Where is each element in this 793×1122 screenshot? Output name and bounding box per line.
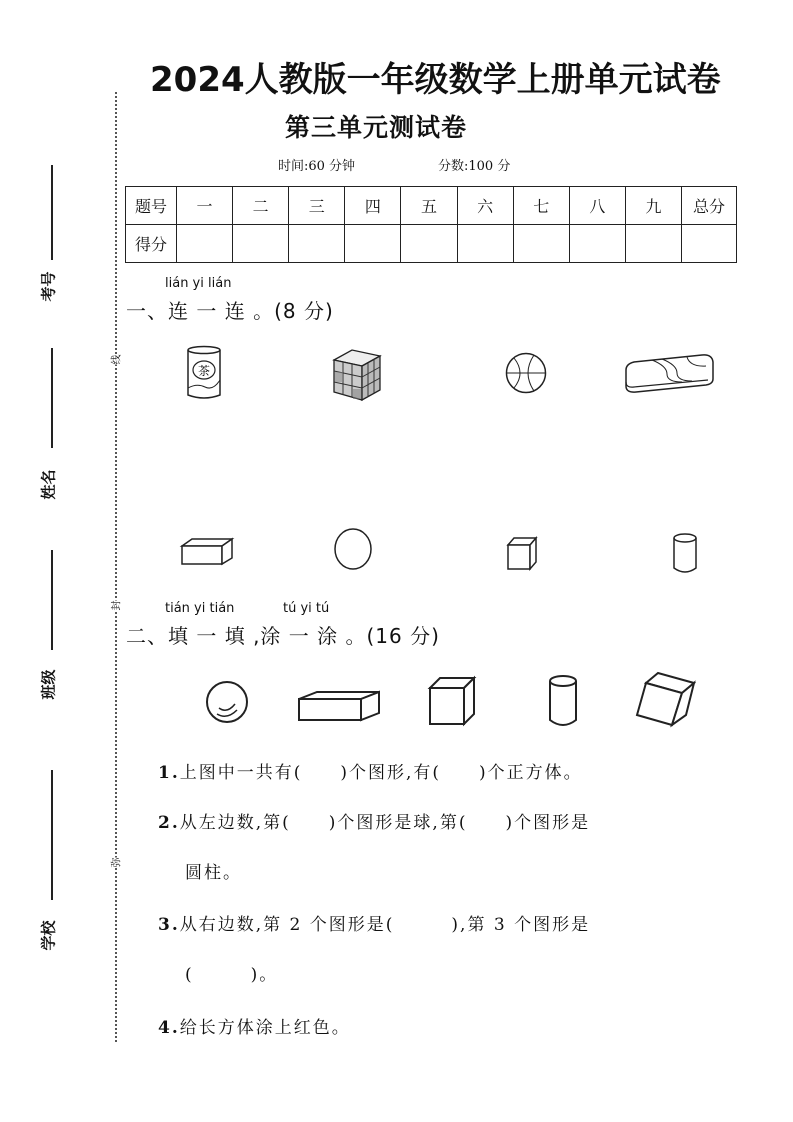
cylinder-shape[interactable] [672, 532, 702, 576]
score-cell[interactable] [289, 225, 345, 263]
score-cell[interactable] [625, 225, 681, 263]
question-number: 2. [158, 813, 180, 833]
cube-shape[interactable] [428, 676, 478, 728]
question-1 [158, 758, 583, 783]
question-text[interactable]: 从右边数,第 2 个图形是( ),第 3 个图形是 [179, 915, 591, 935]
name-label: 姓名 [39, 469, 58, 500]
seal-char-xian: 线 [108, 355, 123, 365]
header-cell: 八 [569, 187, 625, 225]
time-limit: 时间:60 分钟 [278, 159, 356, 174]
section2-pinyin-color: tú yi tú [283, 601, 330, 616]
header-cell: 题号 [126, 187, 177, 225]
tea-label: 茶 [197, 364, 211, 378]
header-cell: 三 [289, 187, 345, 225]
exam-number-label: 考号 [39, 271, 58, 302]
sub-title: 第三单元测试卷 [285, 113, 468, 142]
header-cell: 五 [401, 187, 457, 225]
score-table-header-row [126, 187, 737, 225]
score-cell[interactable] [513, 225, 569, 263]
score-cell[interactable] [457, 225, 513, 263]
name-blank[interactable] [51, 348, 53, 448]
seal-dotted-line [115, 92, 117, 1042]
question-text[interactable]: 从左边数,第( )个图形是球,第( )个图形是 [179, 813, 591, 833]
section2-pinyin-fill: tián yi tián [165, 601, 235, 616]
tea-can-icon[interactable] [185, 345, 225, 401]
question-2-continued: 圆柱。 [185, 863, 242, 883]
main-title: 2024人教版一年级数学上册单元试卷 [150, 60, 721, 100]
score-cell[interactable] [233, 225, 289, 263]
question-text[interactable]: 上图中一共有( )个图形,有( )个正方体。 [179, 763, 583, 783]
pencil-case-icon[interactable] [622, 352, 718, 398]
header-cell: 七 [513, 187, 569, 225]
score-table-score-row [126, 225, 737, 263]
cuboid-shape[interactable] [180, 536, 236, 568]
question-2 [158, 808, 590, 833]
question-3 [158, 910, 590, 935]
seal-char-feng: 封 [108, 601, 123, 611]
section1-title: 一、连 一 连 。(8 分) [126, 299, 334, 323]
exam-number-blank[interactable] [51, 165, 53, 260]
header-cell: 一 [177, 187, 233, 225]
sphere-shape[interactable] [205, 680, 251, 726]
question-number: 3. [158, 915, 180, 935]
question-4 [158, 1013, 351, 1038]
header-cell: 四 [345, 187, 401, 225]
class-label: 班级 [39, 669, 58, 700]
basketball-icon[interactable] [504, 351, 548, 395]
header-cell: 二 [233, 187, 289, 225]
question-3-continued[interactable]: ( )。 [185, 965, 279, 985]
rubiks-cube-icon[interactable] [332, 348, 382, 402]
score-cell[interactable] [345, 225, 401, 263]
score-cell[interactable] [177, 225, 233, 263]
class-blank[interactable] [51, 550, 53, 650]
header-cell: 六 [457, 187, 513, 225]
score-table [125, 186, 737, 263]
section1-pinyin: lián yi lián [165, 276, 232, 291]
score-cell[interactable] [401, 225, 457, 263]
sphere-shape[interactable] [332, 528, 376, 572]
score-row-label: 得分 [126, 225, 177, 263]
question-number: 4. [158, 1018, 180, 1038]
cuboid-shape[interactable] [297, 690, 383, 724]
question-number: 1. [158, 763, 180, 783]
question-text: 给长方体涂上红色。 [179, 1018, 351, 1038]
seal-char-mi: 弥 [108, 858, 123, 868]
school-blank[interactable] [51, 770, 53, 900]
score-cell[interactable] [569, 225, 625, 263]
section2-title: 二、填 一 填 ,涂 一 涂 。(16 分) [126, 624, 440, 648]
cube-shape[interactable] [506, 535, 542, 573]
header-cell: 总分 [682, 187, 737, 225]
cylinder-shape[interactable] [548, 674, 582, 730]
total-score: 分数:100 分 [438, 159, 511, 174]
cube-shape[interactable] [636, 671, 698, 729]
header-cell: 九 [625, 187, 681, 225]
score-cell[interactable] [682, 225, 737, 263]
school-label: 学校 [39, 920, 58, 951]
